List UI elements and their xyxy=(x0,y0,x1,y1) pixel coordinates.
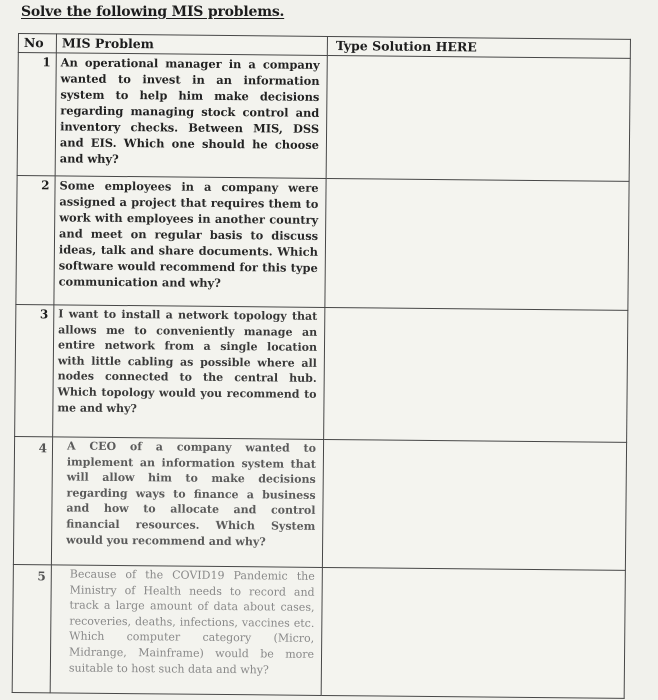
solution-cell[interactable] xyxy=(326,55,630,181)
row-number: 5 xyxy=(12,564,51,692)
table-row xyxy=(15,304,628,442)
mis-problems-table xyxy=(12,33,631,699)
problem-text: I want to install a network topology that allows me to conveniently manage an entire network from a single location with little cabling as possible where all nodes connected to the central hub. Which topology would you recommend to me and why? xyxy=(53,305,325,440)
header-no: No xyxy=(18,34,56,53)
header-solution: Type Solution HERE xyxy=(327,36,630,58)
table-row xyxy=(17,53,630,182)
instruction-heading: Solve the following MIS problems. xyxy=(21,4,285,20)
problem-text: Some employees in a company were assigned a project that requires them to work with employees in another country and meet on regular basis to discuss ideas, talk and share documents. Which software would recommend for this type communication and why? xyxy=(54,176,326,308)
table-row xyxy=(16,175,629,310)
solution-cell[interactable] xyxy=(324,307,628,442)
row-number: 2 xyxy=(16,175,55,304)
row-number: 1 xyxy=(17,53,56,176)
row-number: 3 xyxy=(15,304,54,436)
problem-text: An operational manager in a company wanted to invest in an information system to help him make decisions regarding managing stock control and inventory checks. Between MIS, DSS and EIS. Which one should he choose and why? xyxy=(55,53,327,179)
problem-text: Because of the COVID19 Pandemic the Ministry of Health needs to record and track a large amount of data about cases, recoveries, deaths, infections, vaccines etc. Which computer category (Micro, Midrange, Mainframe) would be more suitable to host such data and why? xyxy=(50,565,322,696)
table-row xyxy=(13,436,626,570)
header-problem: MIS Problem xyxy=(56,34,327,56)
solution-cell[interactable] xyxy=(322,439,626,570)
problem-text: A CEO of a company wanted to implement an information system that will allow him to make decisions regarding ways to finance a business and how to allocate and control financial resources. Which System would you recommend and why? xyxy=(51,437,323,568)
row-number: 4 xyxy=(13,436,52,564)
problems-sheet xyxy=(12,33,640,697)
solution-cell[interactable] xyxy=(325,178,629,310)
solution-cell[interactable] xyxy=(321,567,625,698)
table-row xyxy=(12,564,625,698)
